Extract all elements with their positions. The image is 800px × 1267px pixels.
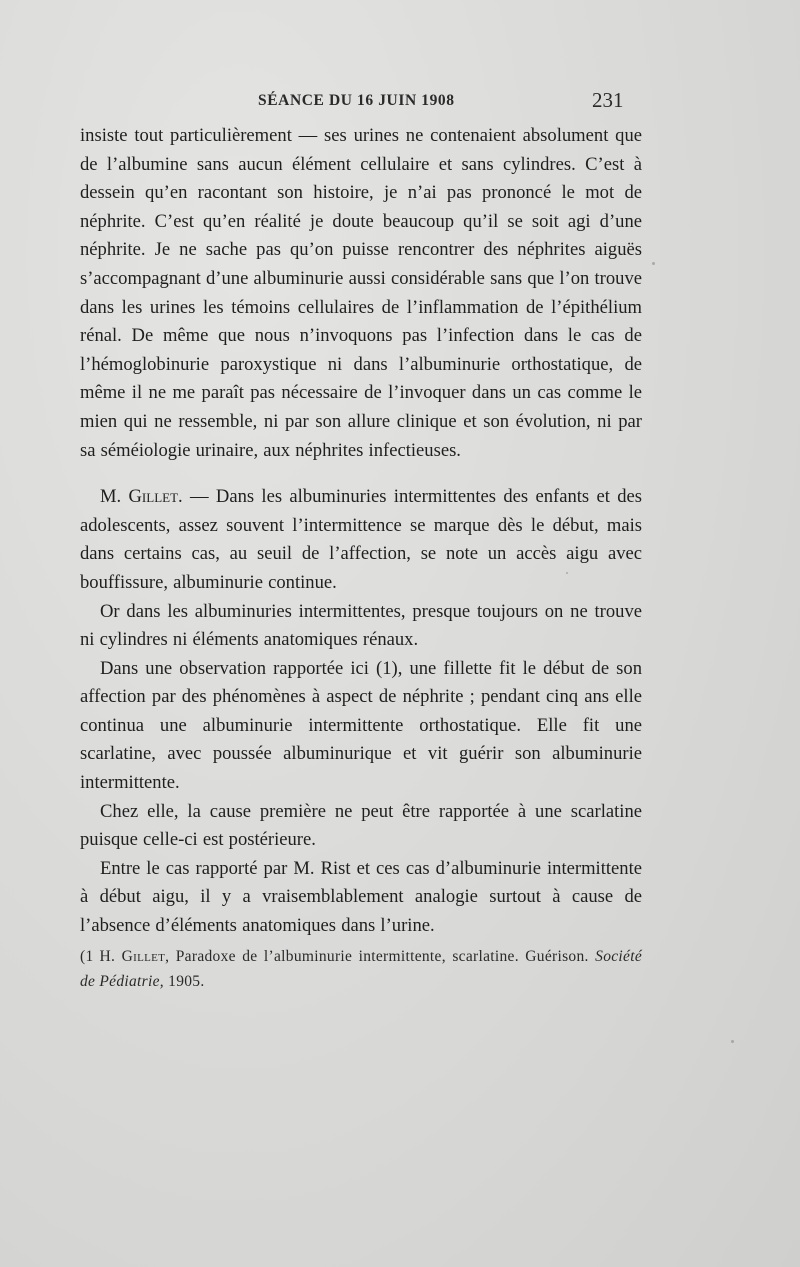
paragraph xyxy=(80,598,642,655)
paragraph-text: Entre le cas rapporté par M. Rist et ces cas d’albuminurie intermittente à début aigu, il y a vraisemblablement analogie surtout à cause de l’absence d’éléments anatomiques dans l’urine. xyxy=(80,857,642,937)
paragraph-text: insiste tout particulièrement — ses urines ne contenaient absolument que de l’albumine sans aucun élément cellulaire et sans cylindres. C’est à dessein qu’en racontant son histoire, je n’ai pas prononcé le mot de néphrite. C’est qu’en réalité je doute beaucoup qu’il se soit agi d’une néphrite. Je ne sache pas qu’on puisse rencontrer des néphrites aiguës s’accompagnant d’une albuminurie aussi considérable sans que l’on trouve dans les urines les témoins cellulaires de l’inflammation de l’épithélium rénal. De même que nous n’invoquons pas l’infection dans le cas de l’hémoglobinurie paroxystique ni dans l’albuminurie orthostatique, de même il ne me paraît pas nécessaire de l’invoquer dans un cas comme le mien qui ne ressemble, ni par son allure clinique et son évolution, ni par sa séméiologie urinaire, aux néphrites infectieuses. xyxy=(80,125,642,461)
footnote-journal: Société de Pédiatrie, xyxy=(80,948,642,990)
page-number: 231 xyxy=(592,88,624,112)
footnote-title: Paradoxe de l’albuminurie intermittente, scarlatine. Guérison. xyxy=(169,948,596,965)
page-header xyxy=(0,88,800,116)
paragraph-text: Dans une observation rapportée ici (1), une fillette fit le début de son affection par des phénomènes à aspect de néphrite ; pendant cinq ans elle continua une albuminurie intermittente orthostatique. Elle fit une scarlatine, avec poussée albuminurique et vit guérir son albuminurie intermittente. xyxy=(80,657,642,794)
footnote-year: 1905. xyxy=(163,973,205,990)
paragraph xyxy=(80,655,642,798)
speaker-name: M. Gillet. xyxy=(100,486,183,508)
paper-speck xyxy=(566,572,568,574)
paragraph xyxy=(80,855,642,941)
paragraph-text: — Dans les albuminuries intermittentes des enfants et des adolescents, assez souvent l’intermittence se marque dès le début, mais dans certains cas, au seuil de l’affection, se note un accès aigu avec bouffissure, albuminurie continue. xyxy=(80,486,642,593)
paragraph-continuation xyxy=(80,122,642,465)
footnote-marker: (1 xyxy=(80,948,94,965)
running-title: SÉANCE DU 16 JUIN 1908 xyxy=(258,92,455,109)
paragraph-text: Or dans les albuminuries intermittentes, presque toujours on ne trouve ni cylindres ni éléments anatomiques rénaux. xyxy=(80,600,642,651)
paper-speck xyxy=(731,1040,734,1043)
paragraph-text: Chez elle, la cause première ne peut être rapportée à une scarlatine puisque celle-ci est postérieure. xyxy=(80,800,642,851)
body-text xyxy=(80,122,642,941)
footnote-author: H. Gillet, xyxy=(99,948,170,965)
paragraph xyxy=(80,798,642,855)
footnote xyxy=(80,944,642,994)
paper-speck xyxy=(652,262,655,265)
paragraph-gillet-intervention xyxy=(80,483,642,597)
